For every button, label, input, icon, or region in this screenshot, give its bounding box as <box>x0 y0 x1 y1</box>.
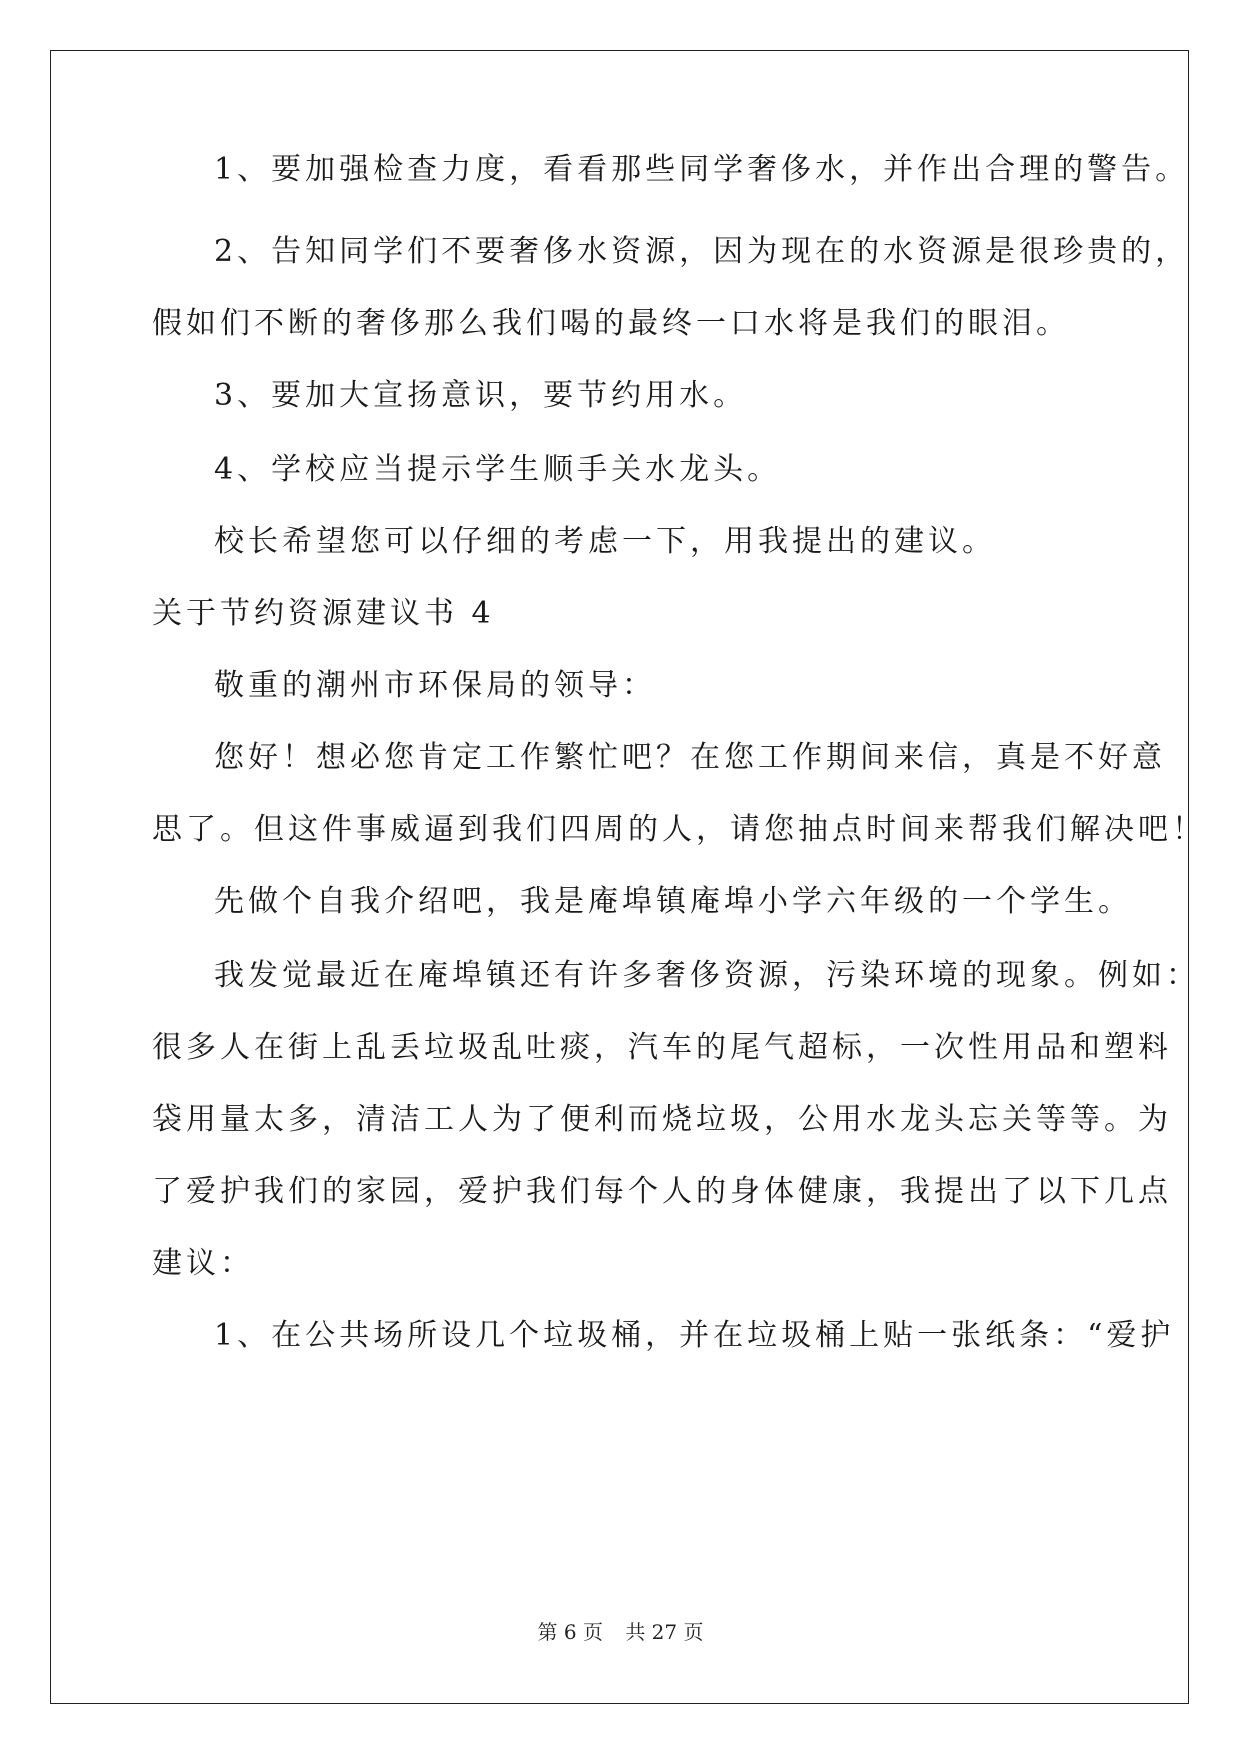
paragraph-line: 您好！想必您肯定工作繁忙吧？在您工作期间来信，真是不好意 <box>214 740 1166 775</box>
page-footer <box>0 1620 1241 1644</box>
section-heading: 关于节约资源建议书 4 <box>152 596 495 631</box>
paragraph-line: 3、要加大宣扬意识，要节约用水。 <box>214 378 748 413</box>
paragraph-line: 了爱护我们的家园，爱护我们每个人的身体健康，我提出了以下几点 <box>152 1174 1172 1209</box>
page-number: 第 6 页 <box>537 1620 603 1644</box>
paragraph-line: 先做个自我介绍吧，我是庵埠镇庵埠小学六年级的一个学生。 <box>214 884 1132 919</box>
paragraph-line: 假如们不断的奢侈那么我们喝的最终一口水将是我们的眼泪。 <box>152 306 1070 341</box>
page-total: 共 27 页 <box>625 1620 704 1644</box>
paragraph-line: 我发觉最近在庵埠镇还有许多奢侈资源，污染环境的现象。例如： <box>214 958 1200 993</box>
paragraph-line: 1、要加强检查力度，看看那些同学奢侈水，并作出合理的警告。 <box>214 152 1190 187</box>
paragraph-line: 思了。但这件事威逼到我们四周的人，请您抽点时间来帮我们解决吧！ <box>152 812 1206 847</box>
paragraph-line: 很多人在街上乱丢垃圾乱吐痰，汽车的尾气超标，一次性用品和塑料 <box>152 1030 1172 1065</box>
paragraph-line: 4、学校应当提示学生顺手关水龙头。 <box>214 452 782 487</box>
paragraph-line: 2、告知同学们不要奢侈水资源，因为现在的水资源是很珍贵的， <box>214 234 1190 269</box>
paragraph-line: 袋用量太多，清洁工人为了便利而烧垃圾，公用水龙头忘关等等。为 <box>152 1102 1172 1137</box>
salutation: 敬重的潮州市环保局的领导： <box>214 668 656 703</box>
paragraph-line: 建议： <box>152 1246 254 1281</box>
paragraph-line: 1、在公共场所设几个垃圾桶，并在垃圾桶上贴一张纸条：“爱护 <box>214 1318 1175 1353</box>
paragraph-line: 校长希望您可以仔细的考虑一下，用我提出的建议。 <box>214 524 996 559</box>
page-border <box>50 50 1189 1704</box>
